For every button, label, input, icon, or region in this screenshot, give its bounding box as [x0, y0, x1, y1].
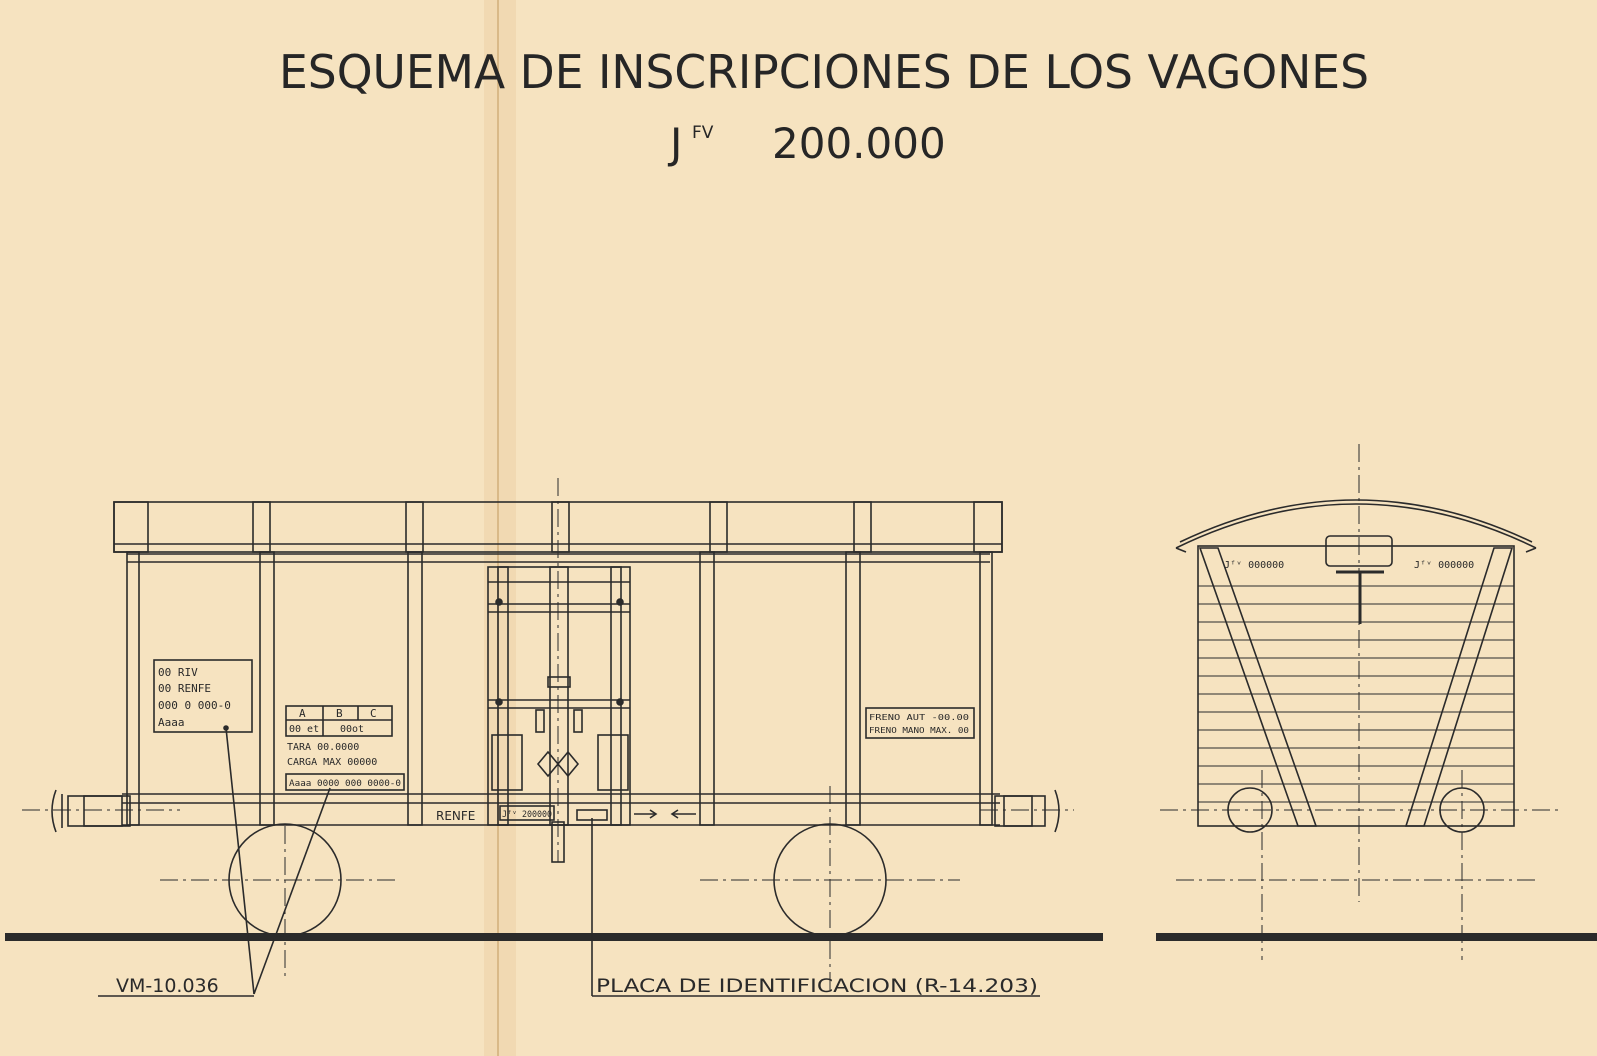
buffer-left-plunger: [68, 796, 130, 826]
series-mark-text: Jᶠᵛ 200000: [502, 810, 552, 820]
post-5: [846, 552, 860, 825]
abc-value-2: 00ot: [340, 724, 365, 735]
riv-line-3: 000 0 000-0: [158, 699, 231, 712]
riv-line-2: 00 RENFE: [158, 682, 211, 695]
abc-header-a: A: [299, 707, 306, 720]
door-rivet: [496, 599, 502, 605]
vm-leader-dot: [224, 726, 228, 730]
door-rivet: [496, 699, 502, 705]
abc-header-c: C: [370, 707, 377, 720]
post-4: [700, 552, 714, 825]
end-mark-left: Jᶠᵛ 000000: [1224, 560, 1285, 571]
freno-mano-text: FRENO MANO MAX. 00: [869, 726, 970, 735]
renfe-text: RENFE: [436, 809, 476, 823]
buffer-left-casing: [84, 796, 122, 826]
series-superscript: FV: [692, 123, 714, 143]
door-center-stile: [550, 567, 568, 825]
post-2: [260, 552, 274, 825]
door-lock-right: [574, 710, 582, 732]
buffer-right-casing: [1004, 796, 1032, 826]
post-3: [408, 552, 422, 825]
series-letter: J: [670, 119, 683, 168]
series-number: 200.000: [772, 119, 946, 168]
post-6: [980, 552, 992, 825]
paper-fold-shadow: [484, 0, 516, 1056]
placa-callout: PLACA DE IDENTIFICACION (R-14.203): [596, 975, 1038, 997]
door-diamond-left: [538, 752, 558, 776]
end-mark-right: Jᶠᵛ 000000: [1414, 560, 1475, 571]
vm-leader-2: [254, 788, 330, 994]
end-roof-left: [1176, 548, 1186, 552]
door-rivet: [617, 699, 623, 705]
door-rivet: [617, 599, 623, 605]
buffer-left-head: [52, 790, 56, 832]
riv-line-4: Aaaa: [158, 716, 185, 729]
carga-text: CARGA MAX 00000: [287, 757, 378, 768]
abc-value-1: 00 et: [289, 724, 320, 735]
buffer-right-head: [1055, 790, 1059, 832]
post-1: [127, 552, 139, 825]
code-strip-text: Aaaa 0000 000 0000-0: [289, 779, 401, 789]
door-panel-right: [598, 735, 628, 790]
door-handle: [548, 677, 570, 687]
vm-callout: VM-10.036: [116, 975, 219, 997]
riv-line-1: 00 RIV: [158, 666, 198, 679]
door-lock-left: [536, 710, 544, 732]
vm-leader-1: [226, 728, 254, 994]
drawing-title: ESQUEMA DE INSCRIPCIONES DE LOS VAGONES: [279, 45, 1369, 99]
freno-aut-text: FRENO AUT -00.00: [869, 713, 970, 722]
tara-text: TARA 00.0000: [287, 742, 360, 753]
abc-header-b: B: [336, 707, 343, 720]
end-roof: [1176, 504, 1536, 548]
end-roof-right: [1526, 548, 1536, 552]
buffer-right-plunger: [995, 796, 1045, 826]
